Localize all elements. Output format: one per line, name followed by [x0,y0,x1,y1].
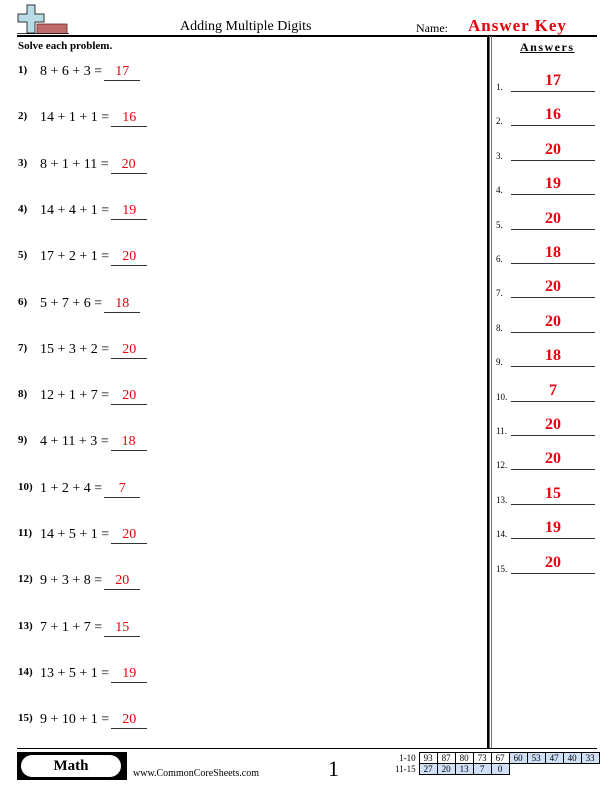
answers-heading: Answers [520,40,575,54]
answer-value: 15 [511,486,595,505]
website-link[interactable]: www.CommonCoreSheets.com [133,768,260,779]
instructions: Solve each problem. [18,40,113,52]
problem-expression: 14 + 5 + 1 = [40,527,110,542]
problem-expression: 12 + 1 + 7 = [40,388,110,404]
answer-value: 20 [511,451,595,470]
column-divider [487,36,490,748]
answer-index: 10. [496,391,508,402]
problem-expression: 17 + 2 + 1 = [40,249,110,265]
answer-key-row [496,485,596,505]
score-cell: 20 [437,764,455,775]
score-cell: 67 [491,753,509,764]
answer-value: 20 [511,417,595,436]
answer-index: 6. [496,254,503,264]
answer-value: 20 [511,142,595,161]
problem-number: 2) [18,110,28,123]
answer-value: 18 [511,348,595,367]
answer-blank[interactable]: 17 [104,64,140,81]
problem-expression: 5 + 7 + 6 = [40,295,103,311]
answer-blank[interactable]: 20 [111,249,147,266]
name-value: Answer Key [468,16,567,35]
answer-key-row [496,72,596,92]
answer-blank[interactable]: 18 [111,434,147,451]
answer-index: 15. [496,563,508,574]
answer-blank[interactable]: 15 [104,620,140,637]
problem-item [18,249,147,266]
problem-expression: 13 + 5 + 1 = [40,665,110,681]
answer-key-row [496,416,596,436]
score-cell: 73 [473,753,491,764]
problem-expression: 15 + 3 + 2 = [40,341,110,357]
answer-key-row [496,175,596,195]
score-cell: 27 [419,764,437,775]
problem-item [18,527,147,544]
answer-value: 19 [511,176,595,195]
problem-number: 7) [18,341,28,354]
answer-key-row [496,347,596,367]
page-number: 1 [328,756,339,781]
problem-expression: 9 + 3 + 8 = [40,573,103,589]
math-badge-label: Math [21,755,121,777]
problem-number: 12) [18,573,33,586]
answer-value: 20 [511,314,595,333]
answer-index: 8. [496,322,503,333]
answer-index: 2. [496,116,503,127]
answer-index: 5. [496,219,503,230]
answer-key-row [496,141,596,161]
answer-index: 9. [496,357,503,368]
answer-index: 12. [496,460,508,471]
answer-value: 20 [511,279,595,298]
name-label: Name: [416,21,448,35]
problem-expression: 14 + 4 + 1 = [40,202,110,218]
problem-number: 5) [18,249,28,262]
score-cell: 60 [509,753,527,764]
problem-number: 15) [18,712,33,725]
score-range-label: 11-15 [395,764,416,774]
worksheet-title: Adding Multiple Digits [180,19,312,34]
answer-index: 11. [496,426,507,436]
score-cell: 40 [563,753,581,764]
footer-rule [17,748,597,749]
answer-key-row [496,450,596,470]
problem-expression: 14 + 1 + 1 = [40,110,110,126]
answer-key-row [496,106,596,126]
answer-index: 7. [496,288,503,299]
problem-number: 4) [18,202,28,215]
answer-key-row [496,519,596,539]
problem-item [18,64,140,81]
answer-value: 19 [511,520,595,539]
answer-blank[interactable]: 18 [104,296,140,313]
score-row [393,753,599,764]
score-row [393,764,599,775]
problem-expression: 8 + 6 + 3 = [40,64,103,79]
problem-item [18,342,147,359]
problem-item [18,712,147,729]
problem-number: 1) [18,64,28,76]
answer-key-row [496,554,596,574]
answer-value: 18 [511,245,595,264]
problem-expression: 8 + 1 + 11 = [40,156,109,172]
problem-item [18,434,147,451]
math-badge [17,752,127,780]
answer-index: 13. [496,494,508,505]
answer-key-row [496,210,596,230]
answer-key-row [496,244,596,264]
answer-blank[interactable]: 20 [104,573,140,590]
answer-blank[interactable]: 20 [111,388,147,405]
score-range-label: 1-10 [399,753,416,763]
answer-index: 14. [496,529,508,540]
problem-number: 3) [18,156,28,169]
answer-blank[interactable]: 16 [111,110,147,127]
problem-item [18,157,147,174]
problem-number: 8) [18,388,28,401]
answer-key-row [496,313,596,333]
score-cell: 53 [527,753,545,764]
score-cell: 13 [455,764,473,775]
answer-value: 17 [511,73,595,92]
answer-index: 1. [496,82,503,92]
plus-sign-icon [17,4,69,34]
problem-number: 6) [18,295,28,308]
problem-item [18,110,147,127]
problem-item [18,296,140,313]
answer-value: 20 [511,555,595,574]
score-cell: 0 [491,764,509,775]
answer-blank[interactable]: 20 [111,527,147,544]
problem-number: 10) [18,480,33,493]
answer-blank[interactable]: 20 [111,712,147,729]
score-table [393,752,600,775]
score-cell: 33 [581,753,599,764]
answer-value: 7 [511,383,595,402]
score-cell: 93 [419,753,437,764]
answer-blank[interactable]: 19 [111,203,147,220]
answer-blank[interactable]: 19 [111,666,147,683]
problem-item [18,481,140,498]
answer-value: 20 [511,211,595,230]
column-divider-shadow [491,36,492,748]
answer-blank[interactable]: 20 [111,342,147,359]
problem-item [18,573,140,590]
answer-blank[interactable]: 20 [111,157,147,174]
problem-item [18,388,147,405]
answer-value: 16 [511,107,595,126]
answer-blank[interactable]: 7 [104,481,140,498]
problem-item [18,203,147,220]
problem-expression: 1 + 2 + 4 = [40,480,103,496]
score-cell: 80 [455,753,473,764]
problem-expression: 4 + 11 + 3 = [40,434,109,450]
score-cell: 47 [545,753,563,764]
problem-number: 9) [18,434,28,447]
problem-number: 14) [18,665,33,678]
answer-key-row [496,382,596,402]
problem-number: 13) [18,619,33,632]
answer-index: 4. [496,185,503,196]
score-cell: 7 [473,764,491,775]
problem-expression: 7 + 1 + 7 = [40,619,103,635]
answer-index: 3. [496,150,503,161]
problem-item [18,620,140,637]
score-cell: 87 [437,753,455,764]
problem-number: 11) [18,527,33,539]
header-rule [17,35,597,37]
problem-item [18,666,147,683]
answer-key-row [496,278,596,298]
problem-expression: 9 + 10 + 1 = [40,712,110,728]
